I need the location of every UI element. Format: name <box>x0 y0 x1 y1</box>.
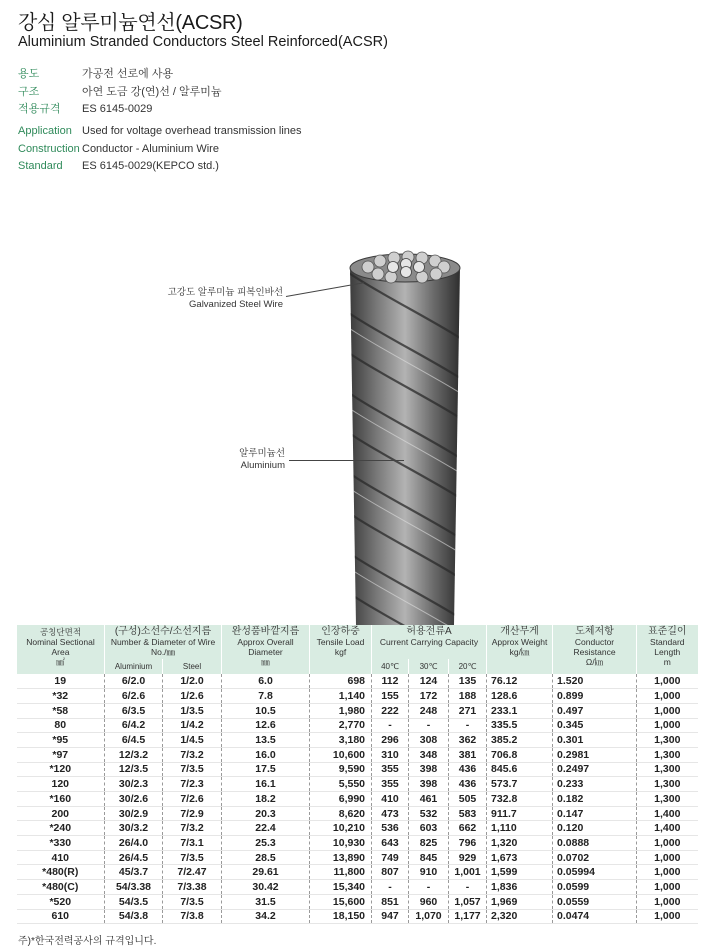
cell-diameter: 12.6 <box>222 718 310 733</box>
cell-steel: 1/4.5 <box>163 733 222 748</box>
table-body <box>17 674 698 924</box>
spec-row <box>18 141 302 159</box>
page-title-en: Aluminium Stranded Conductors Steel Reinforced(ACSR) <box>18 34 388 50</box>
cell-steel: 1/3.5 <box>163 703 222 718</box>
page-title-ko: 강심 알루미늄연선(ACSR) <box>18 12 243 34</box>
cell-20c: 1,001 <box>449 865 487 880</box>
cell-al: 12/3.2 <box>105 747 163 762</box>
cell-40c: 355 <box>372 762 409 777</box>
cell-tensile: 10,600 <box>310 747 372 762</box>
cell-al: 30/2.9 <box>105 806 163 821</box>
table-row <box>17 792 698 807</box>
cell-20c: 362 <box>449 733 487 748</box>
spec-value: ES 6145-0029 <box>82 103 153 115</box>
cell-length: 1,300 <box>637 747 698 762</box>
cell-20c: - <box>449 880 487 895</box>
cell-tensile: 10,930 <box>310 836 372 851</box>
spec-key: 구조 <box>18 85 40 98</box>
cell-resistance: 0.497 <box>553 703 637 718</box>
cell-steel: 7/3.2 <box>163 747 222 762</box>
table-row <box>17 821 698 836</box>
cell-area: *32 <box>17 689 105 704</box>
spec-key: 용도 <box>18 68 40 80</box>
cell-20c: 135 <box>449 674 487 689</box>
cell-30c: 845 <box>409 850 449 865</box>
cell-weight: 1,320 <box>487 836 553 851</box>
cell-20c: 583 <box>449 806 487 821</box>
cell-steel: 7/2.6 <box>163 792 222 807</box>
cell-diameter: 34.2 <box>222 909 310 924</box>
spec-key: Application <box>18 125 72 137</box>
cell-resistance: 0.899 <box>553 689 637 704</box>
cell-length: 1,000 <box>637 836 698 851</box>
cell-al: 54/3.8 <box>105 909 163 924</box>
cell-tensile: 13,890 <box>310 850 372 865</box>
cell-area: 80 <box>17 718 105 733</box>
table-row <box>17 762 698 777</box>
cell-resistance: 0.0559 <box>553 894 637 909</box>
cell-al: 54/3.5 <box>105 894 163 909</box>
callout-label-en: Galvanized Steel Wire <box>189 298 283 310</box>
footnote: 주)*한국전력공사의 규격입니다. <box>18 936 157 947</box>
cell-area: 610 <box>17 909 105 924</box>
cell-40c: 536 <box>372 821 409 836</box>
cell-tensile: 18,150 <box>310 909 372 924</box>
cell-weight: 1,110 <box>487 821 553 836</box>
cell-weight: 233.1 <box>487 703 553 718</box>
cell-20c: 271 <box>449 703 487 718</box>
cell-resistance: 0.345 <box>553 718 637 733</box>
cell-steel: 7/3.38 <box>163 880 222 895</box>
cell-tensile: 3,180 <box>310 733 372 748</box>
cell-30c: 461 <box>409 792 449 807</box>
cell-40c: 947 <box>372 909 409 924</box>
cell-40c: - <box>372 718 409 733</box>
cell-20c: 662 <box>449 821 487 836</box>
cell-30c: 960 <box>409 894 449 909</box>
cell-steel: 1/2.6 <box>163 689 222 704</box>
cell-resistance: 0.147 <box>553 806 637 821</box>
col-header-number: (구성)소선수/소선지름 Number & Diameter of Wire No./㎜ <box>105 625 222 659</box>
cell-area: *120 <box>17 762 105 777</box>
table-header-row <box>17 625 698 659</box>
cell-20c: 1,177 <box>449 909 487 924</box>
cell-al: 6/2.0 <box>105 674 163 689</box>
cell-area: *480(R) <box>17 865 105 880</box>
cell-40c: 112 <box>372 674 409 689</box>
cell-area: *58 <box>17 703 105 718</box>
cell-30c: 172 <box>409 689 449 704</box>
cell-tensile: 1,140 <box>310 689 372 704</box>
callout-label-ko: 고강도 알루미늄 피복인바선 <box>167 287 283 298</box>
table-row <box>17 733 698 748</box>
cell-diameter: 10.5 <box>222 703 310 718</box>
cell-area: *480(C) <box>17 880 105 895</box>
spec-value: 아연 도금 강(연)선 / 알루미늄 <box>82 85 222 98</box>
cell-diameter: 28.5 <box>222 850 310 865</box>
cell-diameter: 16.1 <box>222 777 310 792</box>
cell-area: *240 <box>17 821 105 836</box>
cell-diameter: 20.3 <box>222 806 310 821</box>
cell-diameter: 7.8 <box>222 689 310 704</box>
cell-tensile: 5,550 <box>310 777 372 792</box>
cell-length: 1,000 <box>637 880 698 895</box>
cell-al: 6/4.2 <box>105 718 163 733</box>
cell-tensile: 1,980 <box>310 703 372 718</box>
col-header-resistance: 도체저항 Conductor Resistance Ω/㎞ <box>553 625 637 674</box>
cell-20c: 1,057 <box>449 894 487 909</box>
cell-area: *97 <box>17 747 105 762</box>
cell-weight: 706.8 <box>487 747 553 762</box>
cell-30c: - <box>409 880 449 895</box>
cell-resistance: 0.301 <box>553 733 637 748</box>
cell-weight: 732.8 <box>487 792 553 807</box>
cell-al: 6/2.6 <box>105 689 163 704</box>
spec-row <box>18 84 222 102</box>
spec-value: Conductor - Aluminium Wire <box>82 142 219 155</box>
cell-40c: 155 <box>372 689 409 704</box>
cell-40c: 749 <box>372 850 409 865</box>
cell-area: 410 <box>17 850 105 865</box>
cell-40c: 807 <box>372 865 409 880</box>
spec-row <box>18 123 302 141</box>
col-header-length: 표준길이 Standard Length m <box>637 625 698 674</box>
leader-line <box>289 460 404 461</box>
cell-steel: 7/2.9 <box>163 806 222 821</box>
cell-steel: 7/2.47 <box>163 865 222 880</box>
cell-al: 30/3.2 <box>105 821 163 836</box>
cell-20c: 436 <box>449 762 487 777</box>
table-row <box>17 806 698 821</box>
cell-resistance: 0.182 <box>553 792 637 807</box>
cell-resistance: 0.0474 <box>553 909 637 924</box>
cell-length: 1,000 <box>637 689 698 704</box>
cell-weight: 1,599 <box>487 865 553 880</box>
cell-tensile: 15,600 <box>310 894 372 909</box>
cell-diameter: 13.5 <box>222 733 310 748</box>
callout-steel-wire <box>168 287 283 310</box>
cell-al: 12/3.5 <box>105 762 163 777</box>
cell-resistance: 0.233 <box>553 777 637 792</box>
cell-30c: 248 <box>409 703 449 718</box>
cell-40c: 473 <box>372 806 409 821</box>
cell-steel: 7/3.8 <box>163 909 222 924</box>
cell-length: 1,300 <box>637 762 698 777</box>
cell-al: 30/2.3 <box>105 777 163 792</box>
cell-tensile: 10,210 <box>310 821 372 836</box>
cell-tensile: 9,590 <box>310 762 372 777</box>
cell-steel: 7/3.1 <box>163 836 222 851</box>
cell-steel: 7/3.5 <box>163 850 222 865</box>
cell-30c: 1,070 <box>409 909 449 924</box>
acsr-cable-illustration <box>348 243 462 625</box>
cell-resistance: 0.0888 <box>553 836 637 851</box>
cell-length: 1,000 <box>637 718 698 733</box>
table-row <box>17 718 698 733</box>
cell-40c: 410 <box>372 792 409 807</box>
cell-40c: 296 <box>372 733 409 748</box>
cell-30c: - <box>409 718 449 733</box>
cell-20c: 381 <box>449 747 487 762</box>
cell-length: 1,300 <box>637 777 698 792</box>
cell-steel: 7/3.5 <box>163 762 222 777</box>
cell-weight: 1,969 <box>487 894 553 909</box>
cell-length: 1,000 <box>637 865 698 880</box>
col-header-diameter: 완성품바깥지름 Approx Overall Diameter ㎜ <box>222 625 310 674</box>
cell-resistance: 0.2497 <box>553 762 637 777</box>
table-row <box>17 865 698 880</box>
spec-key: Standard <box>18 160 63 172</box>
subheader-aluminium: Aluminium <box>105 659 163 674</box>
cell-diameter: 29.61 <box>222 865 310 880</box>
cell-40c: - <box>372 880 409 895</box>
cell-steel: 1/2.0 <box>163 674 222 689</box>
cell-resistance: 0.2981 <box>553 747 637 762</box>
table-row <box>17 674 698 689</box>
cell-20c: 436 <box>449 777 487 792</box>
callout-aluminium <box>239 448 285 471</box>
cell-steel: 7/3.5 <box>163 894 222 909</box>
cell-40c: 355 <box>372 777 409 792</box>
table-row <box>17 909 698 924</box>
cell-al: 26/4.0 <box>105 836 163 851</box>
cell-20c: 188 <box>449 689 487 704</box>
callout-label-en: Aluminium <box>240 459 285 471</box>
cell-area: *160 <box>17 792 105 807</box>
spec-key: Construction <box>18 142 80 155</box>
cell-steel: 7/3.2 <box>163 821 222 836</box>
cell-length: 1,400 <box>637 806 698 821</box>
spec-key: 적용규격 <box>18 103 61 115</box>
cell-30c: 124 <box>409 674 449 689</box>
cell-diameter: 18.2 <box>222 792 310 807</box>
cell-20c: 796 <box>449 836 487 851</box>
cell-30c: 825 <box>409 836 449 851</box>
cell-length: 1,300 <box>637 733 698 748</box>
cell-tensile: 698 <box>310 674 372 689</box>
cell-length: 1,000 <box>637 909 698 924</box>
cell-tensile: 8,620 <box>310 806 372 821</box>
cell-40c: 222 <box>372 703 409 718</box>
col-header-area: 공칭단면적 Nominal Sectional Area ㎟ <box>17 625 105 674</box>
cell-tensile: 2,770 <box>310 718 372 733</box>
cell-weight: 911.7 <box>487 806 553 821</box>
cell-30c: 603 <box>409 821 449 836</box>
cell-al: 30/2.6 <box>105 792 163 807</box>
cell-tensile: 15,340 <box>310 880 372 895</box>
cell-area: *330 <box>17 836 105 851</box>
spec-row <box>18 66 222 84</box>
cell-weight: 335.5 <box>487 718 553 733</box>
spec-row <box>18 158 302 176</box>
cell-area: *520 <box>17 894 105 909</box>
cell-steel: 1/4.2 <box>163 718 222 733</box>
table-row <box>17 703 698 718</box>
cell-al: 54/3.38 <box>105 880 163 895</box>
cell-steel: 7/2.3 <box>163 777 222 792</box>
cell-30c: 348 <box>409 747 449 762</box>
cell-40c: 643 <box>372 836 409 851</box>
table-row <box>17 894 698 909</box>
cell-area: *95 <box>17 733 105 748</box>
spec-value: ES 6145-0029(KEPCO std.) <box>82 160 219 172</box>
callout-label-ko: 알루미늄선 <box>239 448 285 459</box>
cell-weight: 1,836 <box>487 880 553 895</box>
cell-20c: 505 <box>449 792 487 807</box>
subheader-30c: 30℃ <box>409 659 449 674</box>
cell-area: 200 <box>17 806 105 821</box>
cell-30c: 532 <box>409 806 449 821</box>
spec-table <box>16 625 698 924</box>
subheader-steel: Steel <box>163 659 222 674</box>
cell-30c: 910 <box>409 865 449 880</box>
cell-resistance: 0.120 <box>553 821 637 836</box>
table-row <box>17 836 698 851</box>
cell-30c: 308 <box>409 733 449 748</box>
cell-length: 1,300 <box>637 792 698 807</box>
cell-40c: 851 <box>372 894 409 909</box>
cell-length: 1,400 <box>637 821 698 836</box>
cell-tensile: 6,990 <box>310 792 372 807</box>
cell-weight: 385.2 <box>487 733 553 748</box>
cell-weight: 2,320 <box>487 909 553 924</box>
cell-diameter: 31.5 <box>222 894 310 909</box>
table-row <box>17 850 698 865</box>
cell-weight: 128.6 <box>487 689 553 704</box>
cell-40c: 310 <box>372 747 409 762</box>
cell-area: 19 <box>17 674 105 689</box>
cell-length: 1,000 <box>637 894 698 909</box>
spec-list-en <box>18 123 302 176</box>
table-row <box>17 777 698 792</box>
spec-row <box>18 101 222 119</box>
cell-resistance: 1.520 <box>553 674 637 689</box>
cell-20c: 929 <box>449 850 487 865</box>
col-header-current: 허용전류A Current Carrying Capacity <box>372 625 487 659</box>
cell-al: 6/4.5 <box>105 733 163 748</box>
cell-weight: 76.12 <box>487 674 553 689</box>
table-row <box>17 689 698 704</box>
spec-value: 가공전 선로에 사용 <box>82 68 174 80</box>
cell-weight: 573.7 <box>487 777 553 792</box>
cell-diameter: 30.42 <box>222 880 310 895</box>
cell-length: 1,000 <box>637 850 698 865</box>
cell-diameter: 25.3 <box>222 836 310 851</box>
cell-resistance: 0.0702 <box>553 850 637 865</box>
cell-al: 6/3.5 <box>105 703 163 718</box>
table-row <box>17 747 698 762</box>
spec-value: Used for voltage overhead transmission lines <box>82 125 302 137</box>
cell-weight: 1,673 <box>487 850 553 865</box>
cell-length: 1,000 <box>637 674 698 689</box>
cell-tensile: 11,800 <box>310 865 372 880</box>
cell-area: 120 <box>17 777 105 792</box>
table-row <box>17 880 698 895</box>
cell-30c: 398 <box>409 762 449 777</box>
cell-diameter: 17.5 <box>222 762 310 777</box>
cell-20c: - <box>449 718 487 733</box>
cell-resistance: 0.05994 <box>553 865 637 880</box>
cell-30c: 398 <box>409 777 449 792</box>
cell-weight: 845.6 <box>487 762 553 777</box>
spec-list-ko <box>18 66 222 119</box>
subheader-20c: 20℃ <box>449 659 487 674</box>
col-header-weight: 개산무게 Approx Weight kg/㎞ <box>487 625 553 674</box>
col-header-tensile: 인장하중 Tensile Load kgf <box>310 625 372 674</box>
cell-diameter: 22.4 <box>222 821 310 836</box>
cell-resistance: 0.0599 <box>553 880 637 895</box>
subheader-40c: 40℃ <box>372 659 409 674</box>
cell-diameter: 6.0 <box>222 674 310 689</box>
cell-al: 26/4.5 <box>105 850 163 865</box>
cell-diameter: 16.0 <box>222 747 310 762</box>
cell-length: 1,000 <box>637 703 698 718</box>
cell-al: 45/3.7 <box>105 865 163 880</box>
